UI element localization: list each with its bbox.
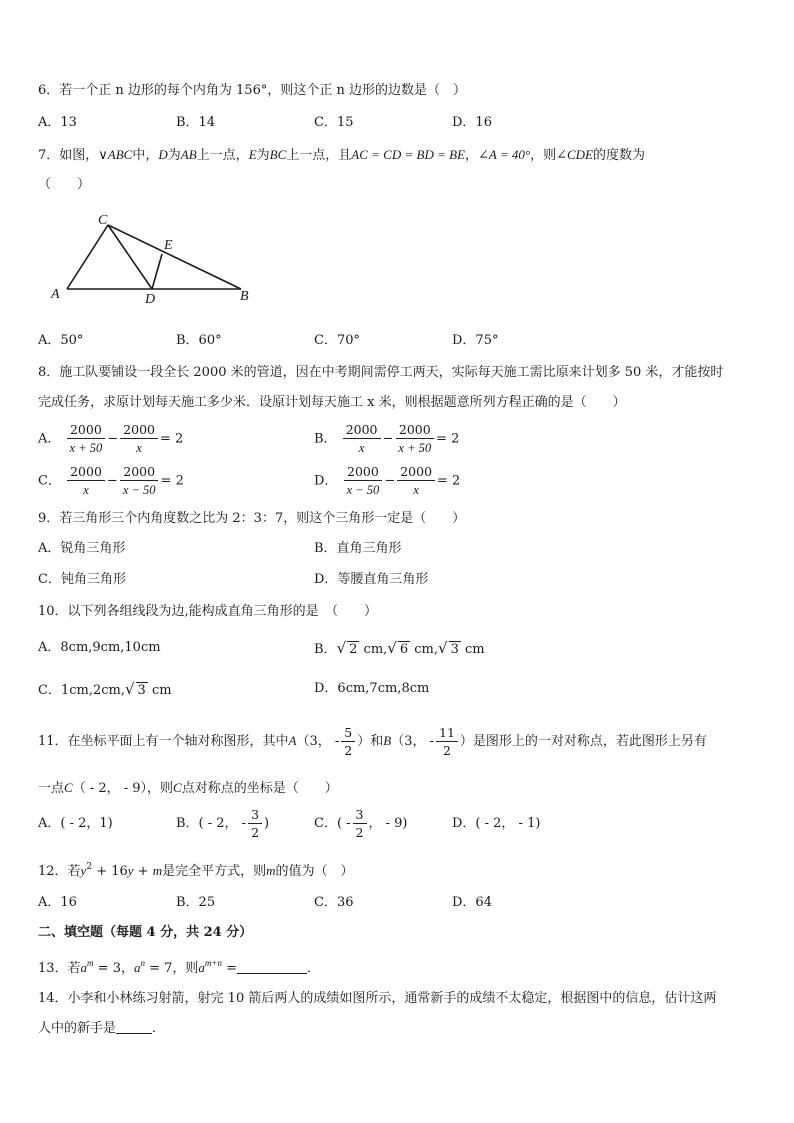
q7-text: 的度数为 [593,148,646,163]
q10-option-d[interactable]: D．6cm,7cm,8cm [314,681,430,696]
q9-option-c[interactable]: C．钝角三角形 [38,572,126,587]
q7-triangle: ∨ABC [98,147,133,162]
segment-cb [108,225,241,289]
q12-option-a[interactable]: A．16 [38,895,77,910]
q7-text: 7．如图， [38,148,99,163]
q6-stem: 6．若一个正 n 边形的每个内角为 156°，则这个正 n 边形的边数是（ ） [38,83,466,98]
fraction: $\frac{2000}{x}$ [397,464,435,498]
q11-option-c[interactable]: C．( - $\frac{3}{2}$ ， - 9) [314,807,408,840]
fraction: $\frac{5}{2}$ [341,725,355,758]
fraction: $\frac{2000}{x}$ [343,422,381,456]
q7-equality: AC = CD = BD = BE [351,147,465,162]
q11-stem-line1: 11．在坐标平面上有一个轴对称图形，其中A（3， - $\frac{5}{2}$ ）和B（3， - $\frac{11}{2}$ ）是图形上的一对对称点，若此图形上另有 [38,725,707,758]
q7-text: 上一点，且 [286,148,352,163]
option-label: B． [314,642,337,657]
q10-option-c[interactable]: C．1cm,2cm,√ 3 cm [38,680,172,698]
q6-option-b[interactable]: B．14 [176,115,216,130]
answer-blank[interactable] [237,973,307,974]
q13-stem: 13．若$a^m = 3$，$a^n = 7$，则$a^{m+n}$ = ． [38,958,321,976]
q11-option-a[interactable]: A．( - 2，1) [38,816,113,831]
q6-option-d[interactable]: D．16 [452,115,492,130]
q7-segment-bc: BC [269,147,287,162]
option-label: C． [38,473,61,489]
fraction: $\frac{2000}{x - 50}$ [120,464,159,498]
option-label: A． [38,431,61,447]
q12-option-b[interactable]: B．25 [176,895,216,910]
fraction: $\frac{3}{2}$ [353,807,367,840]
fraction: $\frac{3}{2}$ [248,807,262,840]
q9-option-b[interactable]: B．直角三角形 [314,541,402,556]
q6-option-c[interactable]: C．15 [314,115,354,130]
label-b: B [240,289,249,304]
q7-text: 为 [256,148,270,163]
q7-text: 中， [132,148,159,163]
answer-blank[interactable] [116,1033,152,1034]
q11-stem-line2: 一点C（ - 2， - 9），则C点对称点的坐标是（ ） [38,780,338,796]
q10-option-a[interactable]: A．8cm,9cm,10cm [38,640,161,655]
segment-ac [67,225,108,289]
option-label: D． [314,473,338,489]
option-label: B． [314,431,337,447]
q7-triangle-figure [46,208,266,308]
q7-angle-a: ∠A = 40° [478,147,531,162]
q8-option-a[interactable]: A． $\frac{2000}{x + 50}$ − $\frac{2000}{x}$ = 2 [38,422,184,455]
fraction: $\frac{2000}{x}$ [67,464,105,498]
option-label: C．1cm,2cm, [38,683,125,698]
q10-option-b[interactable]: B．√ 2 cm,√ 6 cm,√ 3 cm [314,639,485,657]
q7-option-b[interactable]: B．60° [176,333,222,348]
q9-stem: 9．若三角形三个内角度数之比为 2：3：7，则这个三角形一定是（ ） [38,511,466,526]
q8-option-c[interactable]: C． $\frac{2000}{x}$ − $\frac{2000}{x - 50}$ = 2 [38,464,184,497]
q7-paren: （ ） [38,177,91,192]
segment-de [152,254,162,289]
q12-option-c[interactable]: C．36 [314,895,354,910]
q7-text: 为 [167,148,181,163]
q6-option-a[interactable]: A．13 [38,115,77,130]
q7-stem [38,146,645,165]
q7-text: ，则 [530,148,557,163]
q11-option-d[interactable]: D．( - 2， - 1) [452,816,541,831]
q9-option-d[interactable]: D．等腰直角三角形 [314,572,429,587]
q9-option-a[interactable]: A．锐角三角形 [38,541,126,556]
q7-option-d[interactable]: D．75° [452,333,499,348]
fraction: $\frac{2000}{x + 50}$ [395,422,434,456]
fraction: $\frac{2000}{x - 50}$ [344,464,383,498]
q7-text: ， [465,148,479,163]
q7-text: 上一点， [196,148,249,163]
fraction: $\frac{11}{2}$ [436,725,458,758]
q8-option-b[interactable]: B． $\frac{2000}{x}$ − $\frac{2000}{x + 50}$ = 2 [314,422,460,455]
q7-angle-cde: ∠CDE [556,147,594,162]
q7-point-d: D [158,147,168,162]
q14-stem-line2: 人中的新手是 ． [38,1021,166,1036]
q8-option-d[interactable]: D． $\frac{2000}{x - 50}$ − $\frac{2000}{x}$ = 2 [314,464,461,497]
q7-point-e: E [248,147,257,162]
label-d: D [145,292,156,307]
q12-stem: 12．若$y^2 + 16y + m$是完全平方式，则m的值为（ ） [38,862,354,879]
q12-option-d[interactable]: D．64 [452,895,492,910]
fraction: $\frac{2000}{x}$ [120,422,158,456]
q7-segment-ab: AB [180,147,197,162]
label-a: A [51,287,60,302]
q10-stem: 10．以下列各组线段为边,能构成直角三角形的是 （ ） [38,604,378,619]
label-c: C [98,213,108,228]
q11-option-b[interactable]: B．( - 2， - $\frac{3}{2}$ ) [176,807,270,840]
label-e: E [164,238,173,253]
q8-stem-line2: 完成任务，求原计划每天施工多少米．设原计划每天施工 x 米，则根据题意所列方程正确的是（ ） [38,395,626,410]
q7-option-a[interactable]: A．50° [38,333,84,348]
fraction: $\frac{2000}{x + 50}$ [67,422,106,456]
q14-stem-line1: 14．小李和小林练习射箭，射完 10 箭后两人的成绩如图所示，通常新手的成绩不太稳定，根据图中的信息，估计这两 [38,991,717,1006]
q8-stem-line1: 8．施工队要铺设一段全长 2000 米的管道，因在中考期间需停工两天，实际每天施工需比原来计划多 50 米，才能按时 [38,365,724,380]
segment-cd [108,225,152,289]
q7-option-c[interactable]: C．70° [314,333,360,348]
section-heading: 二、填空题（每题 4 分，共 24 分） [38,925,253,940]
